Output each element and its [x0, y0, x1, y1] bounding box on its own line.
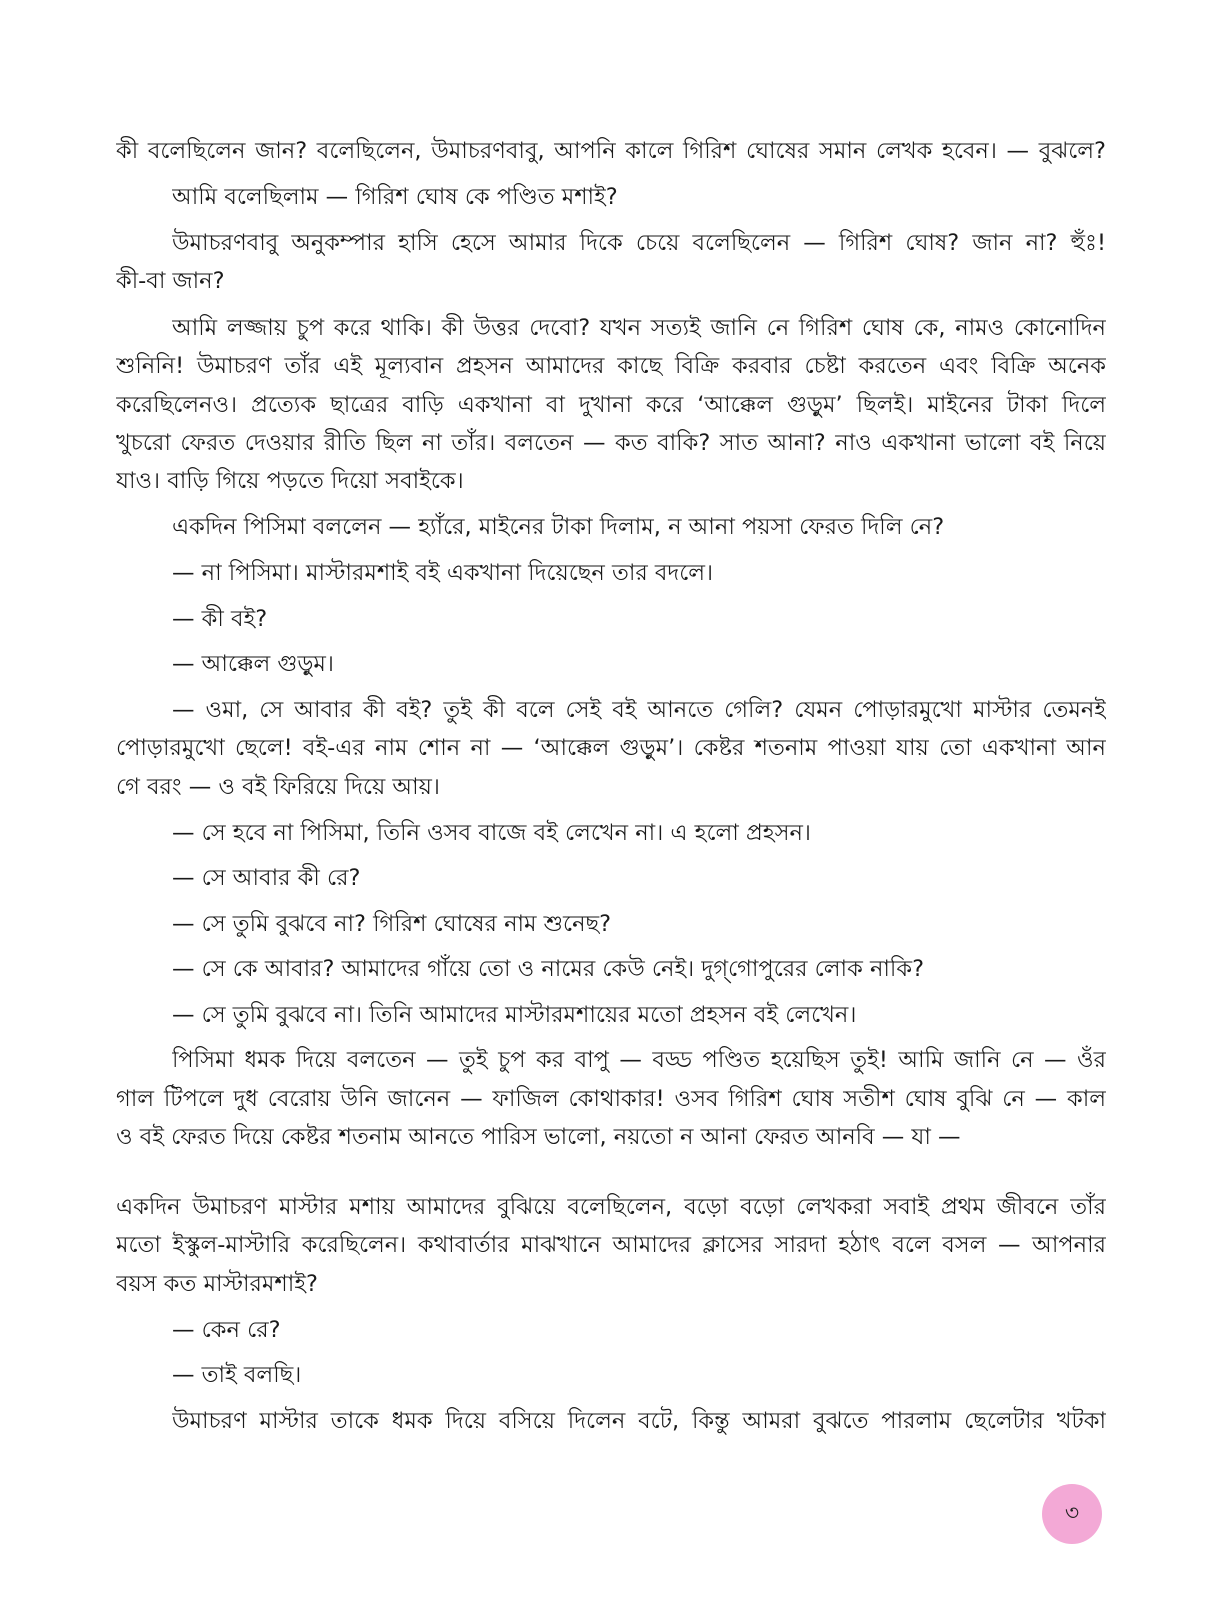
- text-line: শুনিনি! উমাচরণ তাঁর এই মূল্যবান প্রহসন আমাদের কাছে বিক্রি করবার চেষ্টা করতেন এবং বিক্রি অনেক: [116, 353, 1106, 379]
- text-line: ও বই ফেরত দিয়ে কেষ্টর শতনাম আনতে পারিস ভালো, নয়তো ন আনা ফেরত আনবি — যা —: [116, 1124, 961, 1150]
- text-line: একদিন পিসিমা বললেন — হ্যাঁরে, মাইনের টাকা দিলাম, ন আনা পয়সা ফেরত দিলি নে?: [172, 514, 945, 540]
- text-line: খুচরো ফেরত দেওয়ার রীতি ছিল না তাঁর। বলতেন — কত বাকি? সাত আনা? নাও একখানা ভালো বই নিয়ে: [116, 430, 1106, 456]
- text-line: যাও। বাড়ি গিয়ে পড়তে দিয়ো সবাইকে।: [116, 468, 464, 494]
- text-line: — না পিসিমা। মাস্টারমশাই বই একখানা দিয়েছেন তার বদলে।: [172, 560, 714, 586]
- text-line: আমি বলেছিলাম — গিরিশ ঘোষ কে পণ্ডিত মশাই?: [172, 184, 618, 210]
- text-line: — সে আবার কী রে?: [172, 865, 361, 891]
- text-line: — সে তুমি বুঝবে না? গিরিশ ঘোষের নাম শুনেছ?: [172, 911, 612, 937]
- text-line: কী বলেছিলেন জান? বলেছিলেন, উমাচরণবাবু, আপনি কালে গিরিশ ঘোষের সমান লেখক হবেন। — বুঝলে?: [116, 138, 1106, 164]
- text-line: একদিন উমাচরণ মাস্টার মশায় আমাদের বুঝিয়ে বলেছিলেন, বড়ো বড়ো লেখকরা সবাই প্রথম জীবনে তাঁর: [116, 1194, 1106, 1220]
- text-line: বয়স কত মাস্টারমশাই?: [116, 1271, 318, 1297]
- text-line: আমি লজ্জায় চুপ করে থাকি। কী উত্তর দেবো? যখন সত্যই জানি নে গিরিশ ঘোষ কে, নামও কোনোদিন: [172, 315, 1106, 341]
- text-line: পিসিমা ধমক দিয়ে বলতেন — তুই চুপ কর বাপু — বড্ড পণ্ডিত হয়েছিস তুই! আমি জানি নে — ওঁর: [172, 1047, 1106, 1073]
- text-line: — কী বই?: [172, 606, 268, 632]
- text-line: উমাচরণ মাস্টার তাকে ধমক দিয়ে বসিয়ে দিলেন বটে, কিন্তু আমরা বুঝতে পারলাম ছেলেটার খটকা: [172, 1408, 1106, 1434]
- text-line: — সে তুমি বুঝবে না। তিনি আমাদের মাস্টারমশায়ের মতো প্রহসন বই লেখেন।: [172, 1002, 857, 1028]
- text-line: — তাই বলছি।: [172, 1362, 302, 1388]
- text-line: উমাচরণবাবু অনুকম্পার হাসি হেসে আমার দিকে চেয়ে বলেছিলেন — গিরিশ ঘোষ? জান না? হুঁঃ!: [172, 230, 1106, 256]
- text-line: কী-বা জান?: [116, 268, 225, 294]
- text-line: করেছিলেনও। প্রত্যেক ছাত্রের বাড়ি একখানা বা দুখানা করে ‘আক্কেল গুড়ুম’ ছিলই। মাইনের টাকা দিলে: [116, 392, 1106, 418]
- text-line: — সে হবে না পিসিমা, তিনি ওসব বাজে বই লেখেন না। এ হলো প্রহসন।: [172, 820, 811, 846]
- text-line: গে বরং — ও বই ফিরিয়ে দিয়ে আয়।: [116, 774, 440, 800]
- text-line: মতো ইস্কুল-মাস্টারি করেছিলেন। কথাবার্তার মাঝখানে আমাদের ক্লাসের সারদা হঠাৎ বলে বসল — আপনার: [116, 1232, 1106, 1258]
- text-line: পোড়ারমুখো ছেলে! বই-এর নাম শোন না — ‘আক্কেল গুড়ুম’। কেষ্টর শতনাম পাওয়া যায় তো একখানা আন: [116, 735, 1106, 761]
- text-line: গাল টিপলে দুধ বেরোয় উনি জানেন — ফাজিল কোথাকার! ওসব গিরিশ ঘোষ সতীশ ঘোষ বুঝি নে — কাল: [116, 1086, 1106, 1112]
- text-line: — আক্কেল গুড়ুম।: [172, 651, 334, 677]
- text-line: — কেন রে?: [172, 1317, 281, 1343]
- page-number-badge: ৩: [1042, 1484, 1102, 1544]
- text-line: — সে কে আবার? আমাদের গাঁয়ে তো ও নামের কেউ নেই। দুগ্‌গোপুরের লোক নাকি?: [172, 956, 925, 982]
- text-line: — ওমা, সে আবার কী বই? তুই কী বলে সেই বই আনতে গেলি? যেমন পোড়ারমুখো মাস্টার তেমনই: [172, 697, 1106, 723]
